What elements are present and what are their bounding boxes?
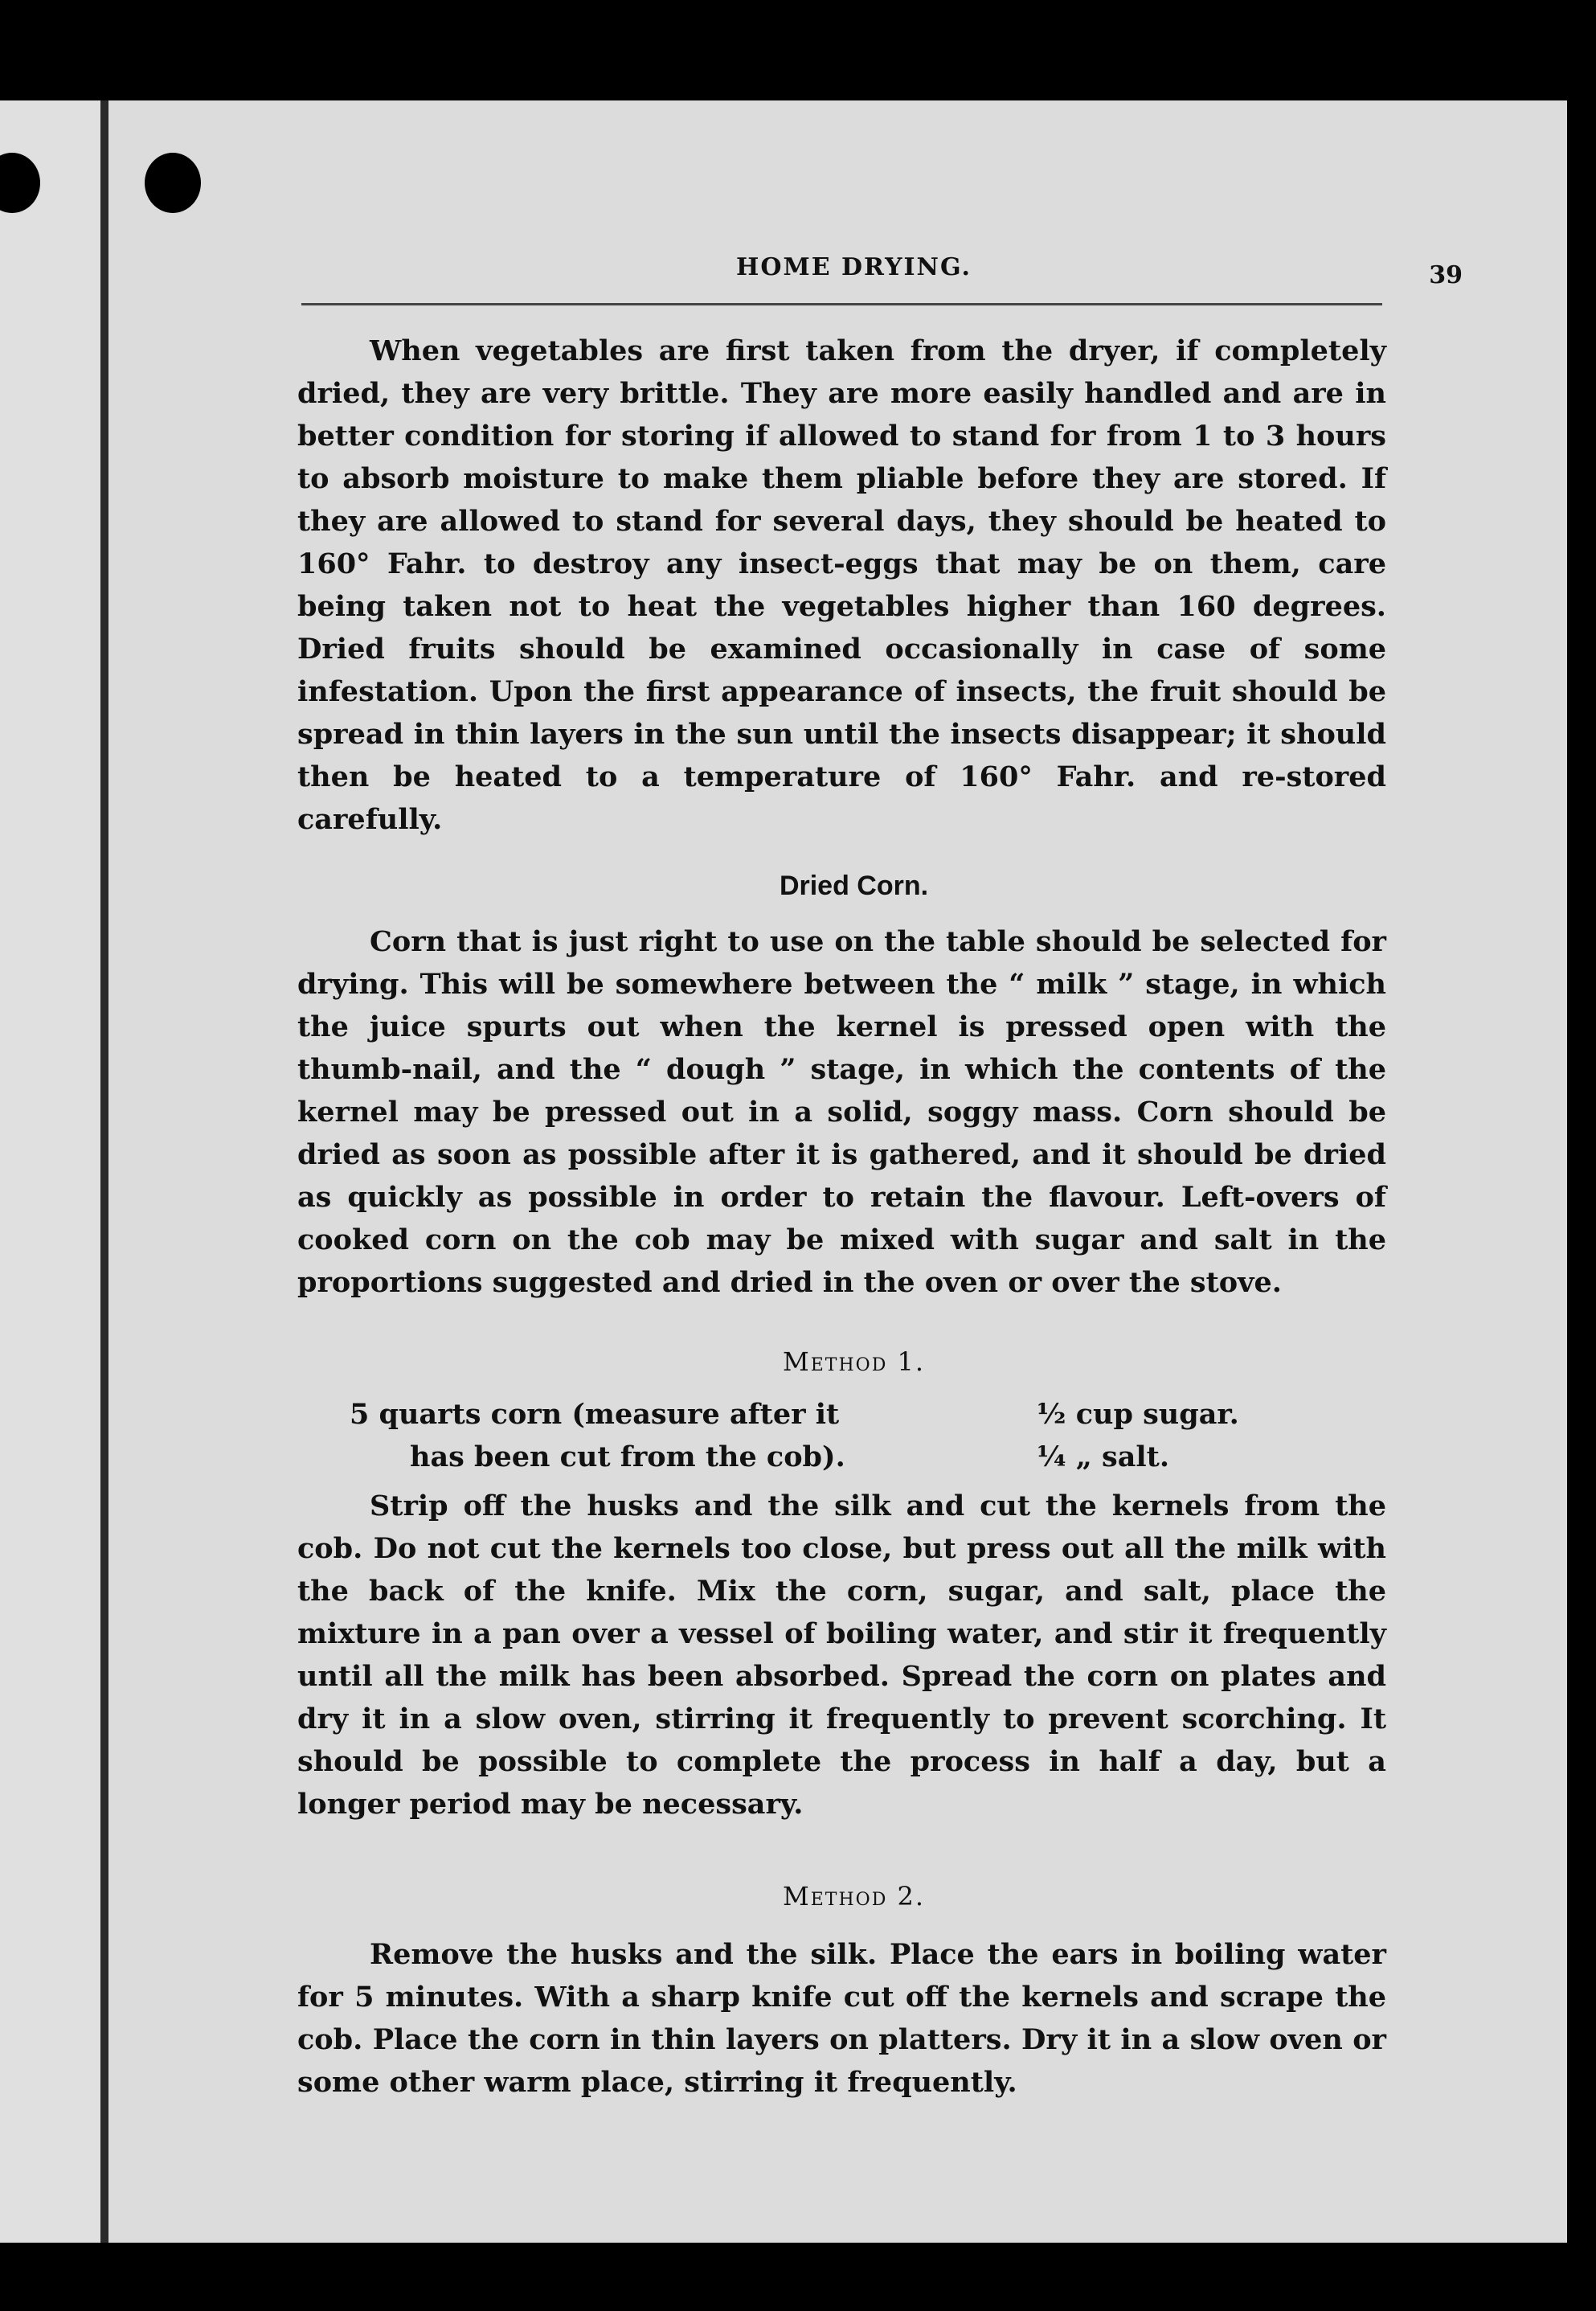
paragraph-text: Corn that is just right to use on the table should be selected for drying. This will be somewhere between the “ milk ” stage, in which the juice spurts out when the kernel is pressed open with the thumb-nail, and the “ dough ” stage, in which the contents of the kernel may be pressed out in a solid, soggy mass. Corn should be dried as soon as possible after it is gathered, and it should be dried as quickly as possible in order to retain the flavour. Left-overs of cooked corn on the cob may be mixed with sugar and salt in the proportions suggested and dried in the oven or over the stove. xyxy=(297,925,1386,1299)
paragraph-dried-corn xyxy=(297,920,1386,1304)
ingredient-salt: ¼ „ salt. xyxy=(1037,1440,1170,1473)
page-number: 39 xyxy=(1429,261,1463,289)
book-page xyxy=(108,100,1567,2243)
ingredient-corn: 5 quarts corn (measure after it xyxy=(350,1398,840,1431)
paragraph-text: When vegetables are first taken from the dryer, if completely dried, they are very brittle. They are more easily handled and are in better condition for storing if allowed to stand for from 1 to 3 hours to absorb moisture to make them pliable before they are stored. If they are allowed to stand for several days, they should be heated to 160° Fahr. to destroy any insect-eggs that may be on them, care being taken not to heat the vegetables higher than 160 degrees. Dried fruits should be examined occasionally in case of some infestation. Upon the first appearance of insects, the fruit should be spread in thin layers in the sun until the insects disappear; it should then be heated to a temperature of 160° Fahr. and re-stored carefully. xyxy=(297,334,1386,836)
paragraph-method-1 xyxy=(297,1485,1386,1825)
paragraph-text: Remove the husks and the silk. Place the ears in boiling water for 5 minutes. With a sharp knife cut off the kernels and scrape the cob. Place the corn in thin layers on platters. Dry it in a slow oven or some other warm place, stirring it frequently. xyxy=(297,1938,1386,2099)
punch-hole xyxy=(145,153,201,213)
method-1-heading: Method 1. xyxy=(782,1346,926,1377)
ingredient-list xyxy=(350,1393,1314,1481)
paragraph-method-2 xyxy=(297,1933,1386,2104)
facing-page-edge xyxy=(0,100,100,2243)
paragraph-storage xyxy=(297,330,1386,841)
ingredient-sugar: ½ cup sugar. xyxy=(1037,1398,1239,1431)
ingredient-corn-note: has been cut from the cob). xyxy=(410,1440,845,1473)
method-2-heading: Method 2. xyxy=(782,1881,926,1911)
header-rule xyxy=(301,303,1382,305)
paragraph-text: Strip off the husks and the silk and cut the kernels from the cob. Do not cut the kernels too close, but press out all the milk with the back of the knife. Mix the corn, sugar, and salt, place the mixture in a pan over a vessel of boiling water, and stir it frequently until all the milk has been absorbed. Spread the corn on plates and dry it in a slow oven, stirring it frequently to prevent scorching. It should be possible to complete the process in half a day, but a longer period may be necessary. xyxy=(297,1489,1386,1821)
book-gutter xyxy=(100,100,108,2243)
running-head: HOME DRYING. xyxy=(736,253,972,281)
section-heading-dried-corn: Dried Corn. xyxy=(779,871,929,901)
